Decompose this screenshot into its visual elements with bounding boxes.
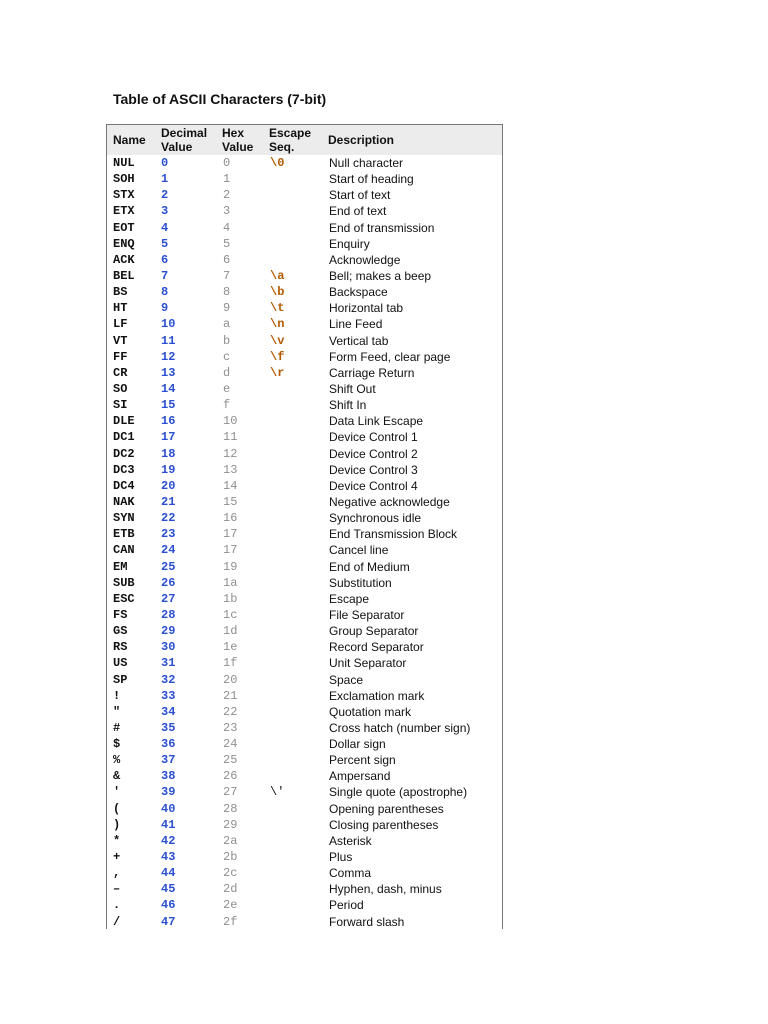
- char-name: %: [113, 753, 121, 768]
- char-name: SUB: [113, 575, 135, 590]
- table-row: [107, 462, 502, 478]
- description: Percent sign: [329, 753, 396, 768]
- decimal-value: 30: [161, 640, 176, 655]
- char-name: ACK: [113, 252, 135, 267]
- table-row: [107, 542, 502, 558]
- description: Forward slash: [329, 914, 405, 929]
- description: End Transmission Block: [329, 527, 458, 542]
- decimal-value: 34: [161, 704, 176, 719]
- table-row: [107, 591, 502, 607]
- char-name: ETX: [113, 204, 135, 219]
- hex-value: 1e: [223, 640, 238, 655]
- char-name: ': [113, 785, 121, 800]
- decimal-value: 16: [161, 414, 176, 429]
- description: Device Control 4: [329, 478, 418, 493]
- char-name: *: [113, 833, 121, 848]
- table-row: [107, 752, 502, 768]
- decimal-value: 19: [161, 462, 176, 477]
- hex-value: 2d: [223, 882, 238, 897]
- hex-value: 2a: [223, 833, 238, 848]
- char-name: HT: [113, 301, 128, 316]
- table-row: [107, 655, 502, 671]
- hex-value: d: [223, 365, 231, 380]
- table-row: [107, 849, 502, 865]
- char-name: CR: [113, 365, 128, 380]
- char-name: STX: [113, 188, 135, 203]
- description: Backspace: [329, 285, 388, 300]
- hex-value: 23: [223, 720, 238, 735]
- description: Shift In: [329, 398, 367, 413]
- table-row: [107, 704, 502, 720]
- hex-value: a: [223, 317, 231, 332]
- hex-value: 25: [223, 753, 238, 768]
- description: File Separator: [329, 607, 405, 622]
- char-name: BS: [113, 285, 128, 300]
- char-name: RS: [113, 640, 128, 655]
- header-decimal-line2: Value: [161, 140, 193, 154]
- char-name: DC2: [113, 446, 135, 461]
- char-name: DC4: [113, 478, 135, 493]
- table-row: [107, 316, 502, 332]
- decimal-value: 41: [161, 817, 176, 832]
- description: Group Separator: [329, 624, 419, 639]
- description: Device Control 3: [329, 462, 418, 477]
- decimal-value: 5: [161, 236, 169, 251]
- char-name: .: [113, 898, 121, 913]
- description: Closing parentheses: [329, 817, 439, 832]
- char-name: DC1: [113, 430, 135, 445]
- char-name: GS: [113, 624, 128, 639]
- header-name: Name: [113, 133, 146, 147]
- description: Single quote (apostrophe): [329, 785, 468, 800]
- description: Escape: [329, 591, 370, 606]
- table-row: [107, 220, 502, 236]
- decimal-value: 29: [161, 624, 176, 639]
- hex-value: 1a: [223, 575, 238, 590]
- table-row: [107, 429, 502, 445]
- char-name: ETB: [113, 527, 135, 542]
- description: Line Feed: [329, 317, 383, 332]
- decimal-value: 22: [161, 511, 176, 526]
- char-name: /: [113, 914, 121, 929]
- char-name: ESC: [113, 591, 135, 606]
- hex-value: 5: [223, 236, 231, 251]
- char-name: CAN: [113, 543, 135, 558]
- table-row: [107, 768, 502, 784]
- description: Cancel line: [329, 543, 389, 558]
- table-row: [107, 801, 502, 817]
- decimal-value: 40: [161, 801, 176, 816]
- description: Device Control 1: [329, 430, 418, 445]
- hex-value: 16: [223, 511, 238, 526]
- hex-value: 17: [223, 527, 238, 542]
- table-row: [107, 236, 502, 252]
- char-name: +: [113, 850, 121, 865]
- hex-value: b: [223, 333, 231, 348]
- decimal-value: 11: [161, 333, 176, 348]
- table-row: [107, 623, 502, 639]
- header-decimal-line1: Decimal: [161, 126, 208, 140]
- char-name: NAK: [113, 494, 135, 509]
- header-escape: [269, 126, 311, 154]
- escape-sequence: \a: [270, 268, 285, 283]
- description: Exclamation mark: [329, 688, 425, 703]
- description: Bell; makes a beep: [329, 268, 432, 283]
- description: Null character: [329, 156, 404, 170]
- decimal-value: 6: [161, 252, 169, 267]
- description: End of transmission: [329, 220, 435, 235]
- decimal-value: 1: [161, 172, 169, 187]
- header-hex-line2: Value: [222, 140, 254, 154]
- hex-value: 29: [223, 817, 238, 832]
- char-name: (: [113, 801, 121, 816]
- description: End of text: [329, 204, 387, 219]
- hex-value: 10: [223, 414, 238, 429]
- char-name: US: [113, 656, 128, 671]
- table-row: [107, 478, 502, 494]
- decimal-value: 43: [161, 850, 176, 865]
- decimal-value: 38: [161, 769, 176, 784]
- table-row: [107, 736, 502, 752]
- table-row: [107, 187, 502, 203]
- escape-sequence: \f: [270, 349, 285, 364]
- description: Data Link Escape: [329, 414, 424, 429]
- table-row: [107, 559, 502, 575]
- escape-sequence: \': [270, 785, 285, 800]
- hex-value: 20: [223, 672, 238, 687]
- char-name: !: [113, 688, 121, 703]
- decimal-value: 45: [161, 882, 176, 897]
- description: End of Medium: [329, 559, 410, 574]
- hex-value: 1: [223, 172, 231, 187]
- description: Period: [329, 898, 364, 913]
- char-name: FS: [113, 607, 128, 622]
- table-row: [107, 784, 502, 800]
- description: Unit Separator: [329, 656, 407, 671]
- escape-sequence: \t: [270, 301, 285, 316]
- decimal-value: 24: [161, 543, 176, 558]
- decimal-value: 36: [161, 737, 176, 752]
- description: Acknowledge: [329, 252, 401, 267]
- description: Shift Out: [329, 381, 376, 396]
- decimal-value: 46: [161, 898, 176, 913]
- decimal-value: 23: [161, 527, 176, 542]
- table-row: [107, 672, 502, 688]
- char-name: &: [113, 769, 121, 784]
- description: Record Separator: [329, 640, 424, 655]
- table-row: [107, 252, 502, 268]
- char-name: ,: [113, 866, 121, 881]
- hex-value: 0: [223, 156, 231, 170]
- hex-value: 1d: [223, 624, 238, 639]
- hex-value: 2b: [223, 850, 238, 865]
- decimal-value: 2: [161, 188, 169, 203]
- hex-value: 22: [223, 704, 238, 719]
- table-row: [107, 203, 502, 219]
- hex-value: 8: [223, 285, 231, 300]
- table-row: [107, 446, 502, 462]
- decimal-value: 4: [161, 220, 169, 235]
- hex-value: 12: [223, 446, 238, 461]
- table-row: [107, 881, 502, 897]
- table-row: [107, 817, 502, 833]
- decimal-value: 3: [161, 204, 169, 219]
- table-row: [107, 413, 502, 429]
- hex-value: 1b: [223, 591, 238, 606]
- escape-sequence: \r: [270, 365, 285, 380]
- hex-value: 3: [223, 204, 231, 219]
- hex-value: 13: [223, 462, 238, 477]
- char-name: EOT: [113, 220, 135, 235]
- decimal-value: 33: [161, 688, 176, 703]
- escape-sequence: \0: [270, 156, 285, 170]
- hex-value: f: [223, 398, 231, 413]
- description: Comma: [329, 866, 372, 881]
- hex-value: 15: [223, 494, 238, 509]
- decimal-value: 32: [161, 672, 176, 687]
- table-row: [107, 510, 502, 526]
- table-row: [107, 865, 502, 881]
- char-name: BEL: [113, 268, 135, 283]
- char-name: –: [113, 882, 121, 897]
- ascii-table: [106, 124, 503, 929]
- description: Enquiry: [329, 236, 370, 251]
- hex-value: 17: [223, 543, 238, 558]
- char-name: SOH: [113, 172, 135, 187]
- char-name: VT: [113, 333, 128, 348]
- header-hex-line1: Hex: [222, 126, 245, 140]
- hex-value: 24: [223, 737, 238, 752]
- hex-value: 11: [223, 430, 238, 445]
- hex-value: 27: [223, 785, 238, 800]
- decimal-value: 31: [161, 656, 176, 671]
- hex-value: 1c: [223, 607, 238, 622]
- description: Quotation mark: [329, 704, 412, 719]
- table-row: [107, 155, 502, 171]
- decimal-value: 42: [161, 833, 176, 848]
- page-title: Table of ASCII Characters (7-bit): [113, 91, 327, 107]
- description: Synchronous idle: [329, 511, 422, 526]
- char-name: #: [113, 720, 121, 735]
- escape-sequence: \v: [270, 333, 285, 348]
- description: Negative acknowledge: [329, 494, 450, 509]
- char-name: NUL: [113, 156, 135, 170]
- hex-value: 26: [223, 769, 238, 784]
- description: Carriage Return: [329, 365, 415, 380]
- decimal-value: 13: [161, 365, 176, 380]
- table-row: [107, 639, 502, 655]
- table-body: [107, 155, 502, 929]
- decimal-value: 7: [161, 268, 169, 283]
- description: Device Control 2: [329, 446, 418, 461]
- char-name: SI: [113, 398, 128, 413]
- escape-sequence: \n: [270, 317, 285, 332]
- description: Form Feed, clear page: [329, 349, 451, 364]
- decimal-value: 28: [161, 607, 176, 622]
- description: Dollar sign: [329, 737, 386, 752]
- hex-value: 9: [223, 301, 231, 316]
- table-row: [107, 575, 502, 591]
- decimal-value: 14: [161, 381, 176, 396]
- hex-value: 4: [223, 220, 231, 235]
- char-name: ): [113, 817, 121, 832]
- decimal-value: 47: [161, 914, 176, 929]
- decimal-value: 37: [161, 753, 176, 768]
- description: Opening parentheses: [329, 801, 444, 816]
- table-row: [107, 349, 502, 365]
- char-name: DC3: [113, 462, 135, 477]
- header-escape-line2: Seq.: [269, 140, 295, 154]
- decimal-value: 15: [161, 398, 176, 413]
- hex-value: 1f: [223, 656, 238, 671]
- decimal-value: 10: [161, 317, 176, 332]
- char-name: ": [113, 704, 121, 719]
- hex-value: c: [223, 349, 231, 364]
- header-hex: [222, 126, 253, 154]
- table-row: [107, 284, 502, 300]
- description: Asterisk: [329, 833, 372, 848]
- hex-value: 21: [223, 688, 238, 703]
- char-name: SP: [113, 672, 128, 687]
- hex-value: 28: [223, 801, 238, 816]
- decimal-value: 18: [161, 446, 176, 461]
- hex-value: e: [223, 381, 231, 396]
- decimal-value: 9: [161, 301, 169, 316]
- char-name: LF: [113, 317, 128, 332]
- table-header: [107, 125, 502, 155]
- description: Cross hatch (number sign): [329, 720, 471, 735]
- decimal-value: 12: [161, 349, 176, 364]
- table-row: [107, 381, 502, 397]
- decimal-value: 26: [161, 575, 176, 590]
- table-row: [107, 494, 502, 510]
- table-row: [107, 897, 502, 913]
- hex-value: 2e: [223, 898, 238, 913]
- char-name: EM: [113, 559, 128, 574]
- table-row: [107, 333, 502, 349]
- char-name: DLE: [113, 414, 135, 429]
- hex-value: 2c: [223, 866, 238, 881]
- char-name: FF: [113, 349, 128, 364]
- header-description: Description: [328, 133, 395, 147]
- decimal-value: 27: [161, 591, 176, 606]
- hex-value: 7: [223, 268, 231, 283]
- description: Vertical tab: [329, 333, 389, 348]
- decimal-value: 20: [161, 478, 176, 493]
- hex-value: 2f: [223, 914, 238, 929]
- char-name: SYN: [113, 511, 135, 526]
- decimal-value: 39: [161, 785, 176, 800]
- description: Substitution: [329, 575, 392, 590]
- decimal-value: 44: [161, 866, 176, 881]
- hex-value: 6: [223, 252, 231, 267]
- char-name: ENQ: [113, 236, 135, 251]
- header-decimal: [161, 126, 207, 154]
- table-row: [107, 833, 502, 849]
- description: Start of text: [329, 188, 391, 203]
- header-escape-line1: Escape: [269, 126, 312, 140]
- description: Space: [329, 672, 364, 687]
- char-name: SO: [113, 381, 128, 396]
- table-row: [107, 365, 502, 381]
- decimal-value: 25: [161, 559, 176, 574]
- hex-value: 2: [223, 188, 231, 203]
- description: Ampersand: [329, 769, 391, 784]
- description: Start of heading: [329, 172, 414, 187]
- description: Hyphen, dash, minus: [329, 882, 442, 897]
- decimal-value: 21: [161, 494, 176, 509]
- hex-value: 14: [223, 478, 238, 493]
- table-row: [107, 268, 502, 284]
- table-row: [107, 300, 502, 316]
- table-row: [107, 171, 502, 187]
- decimal-value: 0: [161, 156, 169, 170]
- description: Plus: [329, 850, 353, 865]
- decimal-value: 8: [161, 285, 169, 300]
- table-row: [107, 526, 502, 542]
- table-row: [107, 720, 502, 736]
- table-row: [107, 607, 502, 623]
- decimal-value: 35: [161, 720, 176, 735]
- table-row: [107, 397, 502, 413]
- decimal-value: 17: [161, 430, 176, 445]
- char-name: $: [113, 737, 121, 752]
- table-row: [107, 914, 502, 929]
- hex-value: 19: [223, 559, 238, 574]
- table-row: [107, 688, 502, 704]
- description: Horizontal tab: [329, 301, 404, 316]
- escape-sequence: \b: [270, 285, 285, 300]
